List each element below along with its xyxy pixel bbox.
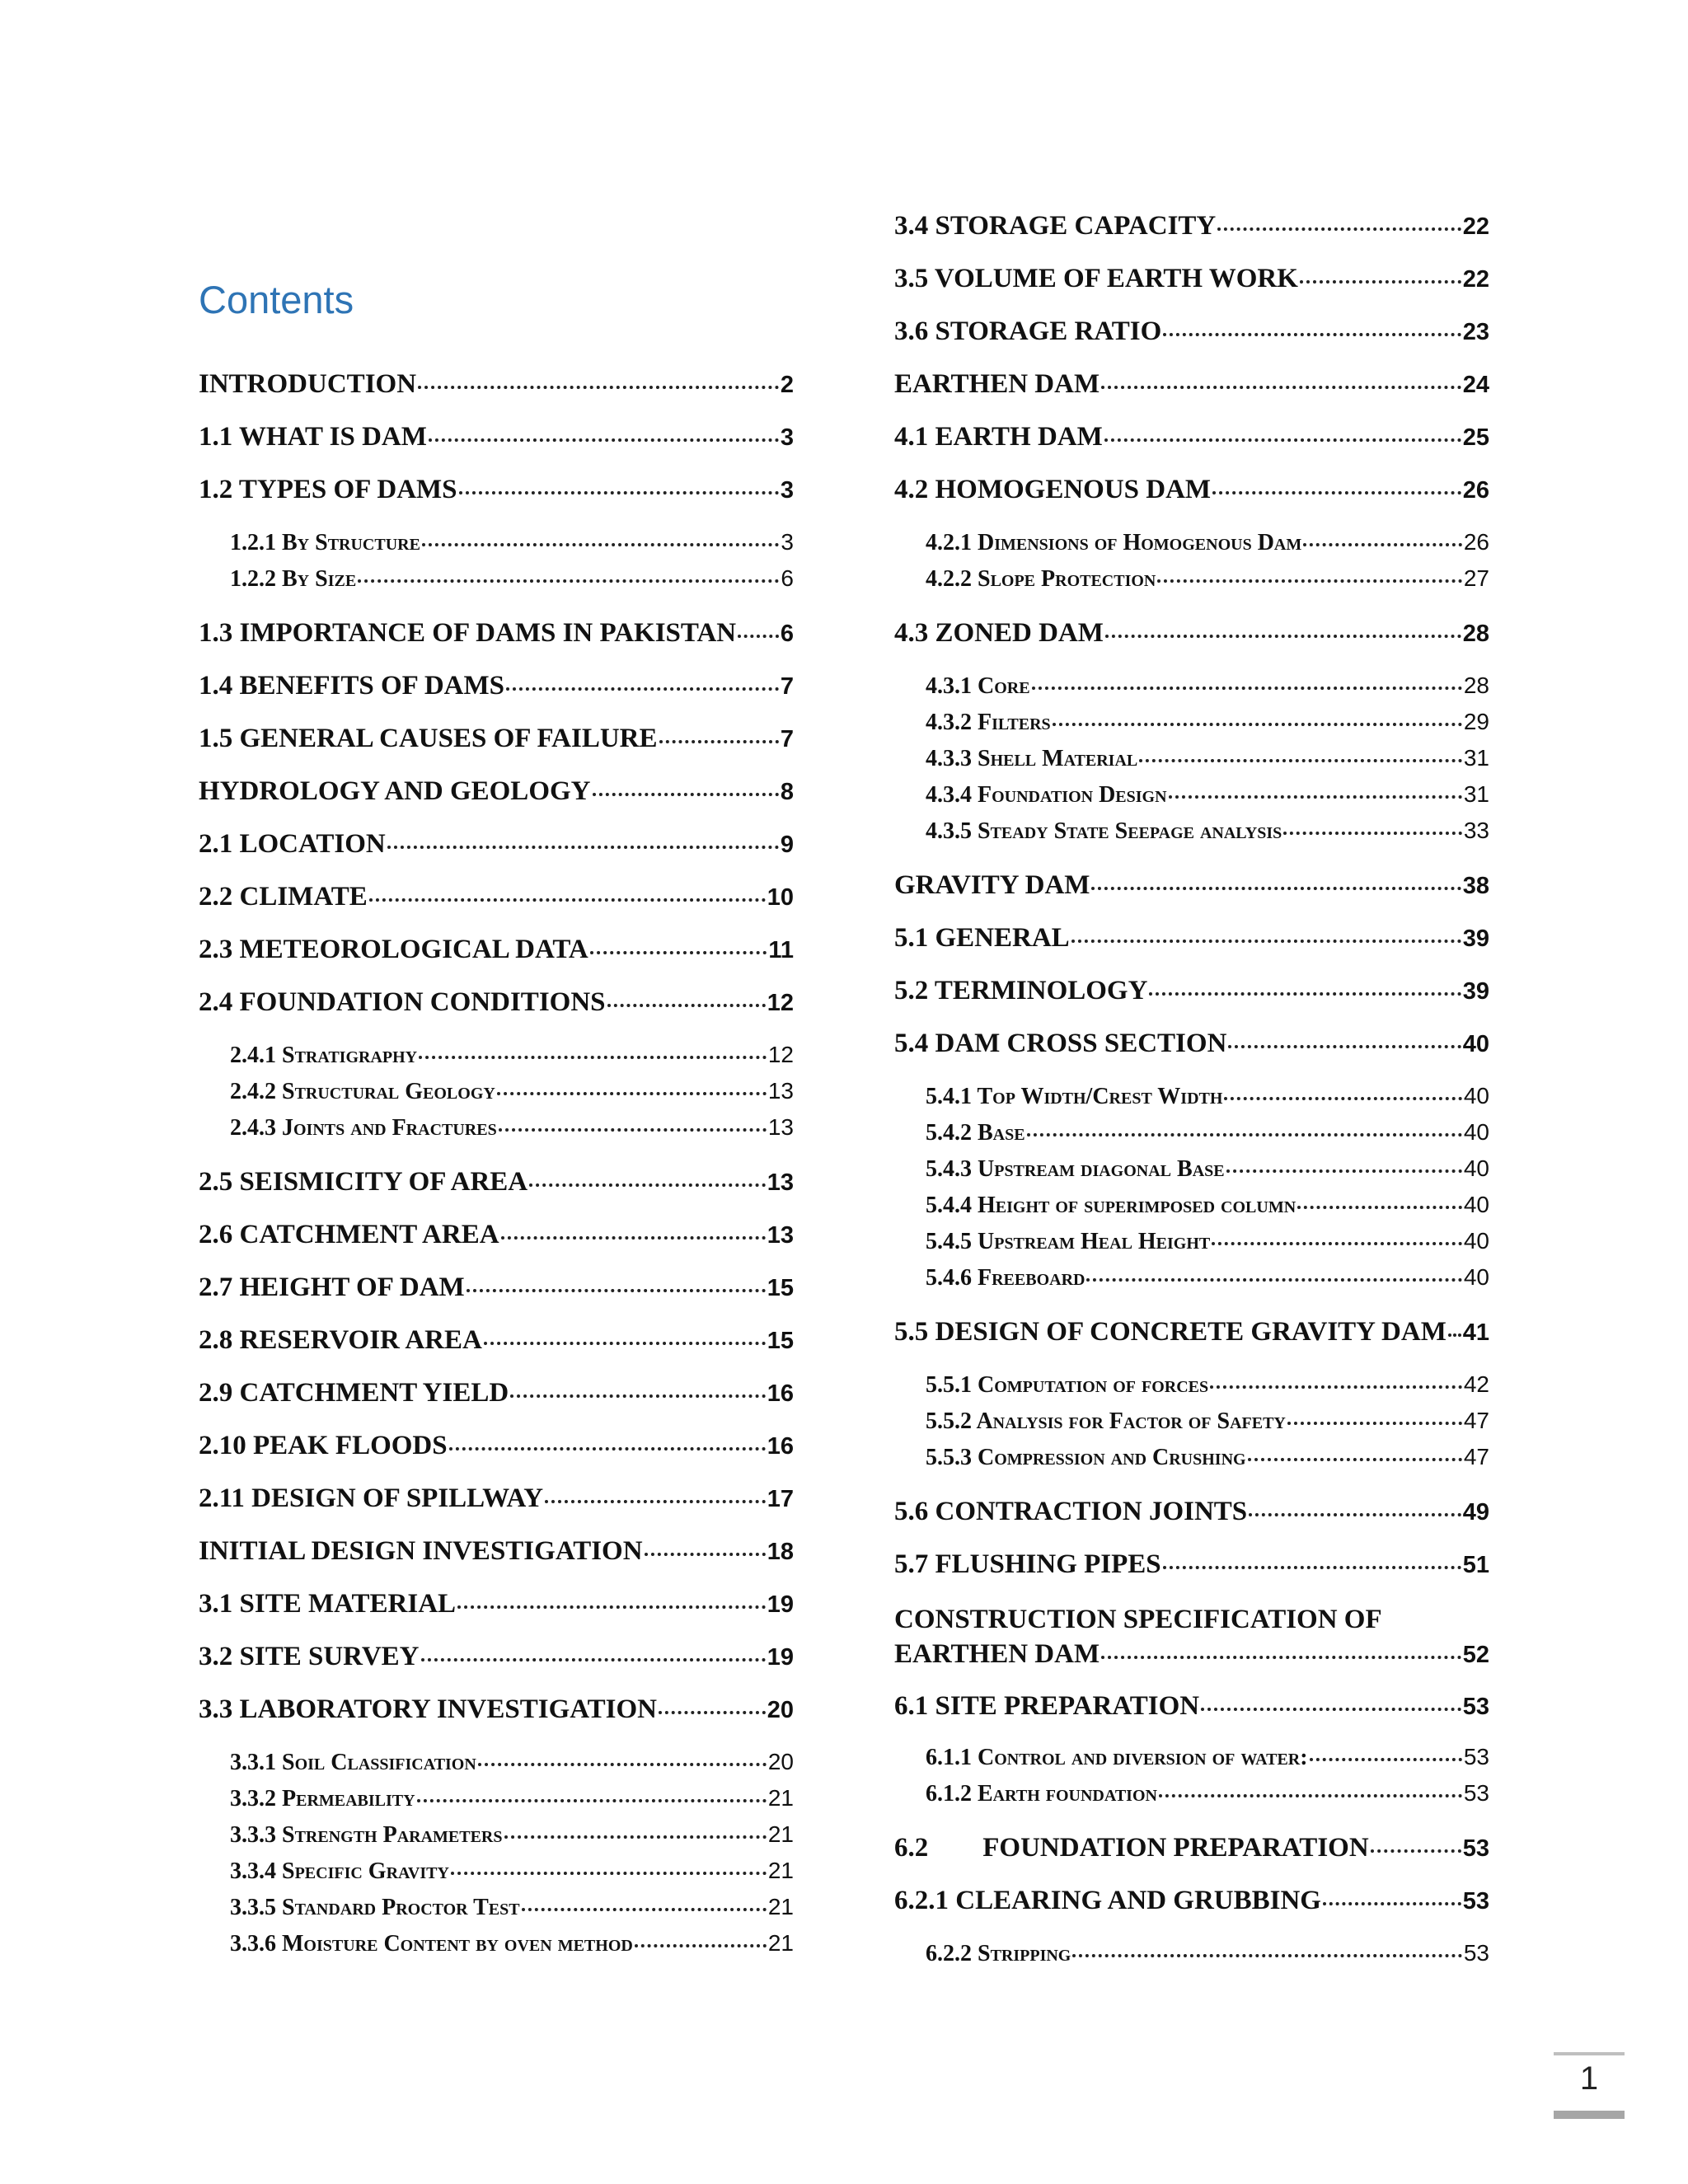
toc-page-number: 40 <box>1463 1192 1489 1217</box>
toc-page-number: 53 <box>1463 1780 1489 1806</box>
toc-entry-title: 6.2.2 Stripping <box>926 1941 1071 1966</box>
dot-leader <box>1105 635 1461 638</box>
toc-subentry[interactable] <box>230 1749 794 1776</box>
toc-entry-title: 5.7 FLUSHING PIPES <box>894 1549 1161 1579</box>
dot-leader <box>545 1500 766 1503</box>
toc-entry-title: 3.2 SITE SURVEY <box>199 1642 420 1671</box>
toc-subentry[interactable] <box>926 529 1489 556</box>
toc-entry[interactable] <box>199 1431 794 1461</box>
dot-leader <box>1226 1169 1462 1173</box>
toc-entry-title: 4.1 EARTH DAM <box>894 422 1103 452</box>
dot-leader <box>1224 1097 1461 1100</box>
dot-leader <box>1032 687 1462 690</box>
toc-entry-title: 5.4.2 Base <box>926 1120 1025 1146</box>
toc-entry-title: 5.4.6 Freeboard <box>926 1265 1085 1291</box>
dot-leader <box>1027 1133 1462 1137</box>
toc-page-number: 2 <box>780 372 794 398</box>
toc-entry-title: 4.3.1 Core <box>926 673 1030 699</box>
toc-subentry[interactable] <box>230 1042 794 1069</box>
toc-entry-title: 1.2.1 By Structure <box>230 530 420 555</box>
toc-subentry[interactable] <box>926 709 1489 736</box>
toc-page-number: 7 <box>780 673 794 700</box>
toc-subentry[interactable] <box>926 1192 1489 1219</box>
toc-entry[interactable] <box>199 1694 794 1725</box>
dot-leader <box>1072 1954 1461 1957</box>
toc-entry-title: 1.4 BENEFITS OF DAMS <box>199 671 504 701</box>
dot-leader <box>501 1236 766 1240</box>
toc-page-number: 26 <box>1462 477 1489 504</box>
dot-leader <box>417 1799 767 1802</box>
toc-page-number: 21 <box>767 1821 794 1847</box>
dot-leader <box>659 740 779 743</box>
toc-subentry[interactable] <box>926 1371 1489 1399</box>
toc-page-number: 21 <box>767 1930 794 1956</box>
toc-entry-title: 3.6 STORAGE RATIO <box>894 316 1162 346</box>
toc-subentry[interactable] <box>926 818 1489 845</box>
toc-subentry[interactable] <box>230 1114 794 1141</box>
toc-page-number: 27 <box>1463 565 1489 591</box>
toc-subentry[interactable] <box>926 565 1489 593</box>
toc-entry[interactable] <box>894 1497 1489 1527</box>
toc-entry[interactable] <box>894 422 1489 452</box>
toc-entry[interactable] <box>894 923 1489 954</box>
toc-entry-title: 2.10 PEAK FLOODS <box>199 1431 448 1460</box>
toc-page-number: 8 <box>780 779 794 805</box>
dot-leader <box>478 1763 767 1766</box>
dot-leader <box>1149 992 1461 996</box>
dot-leader <box>451 1872 767 1875</box>
dot-leader <box>590 951 767 954</box>
toc-entry[interactable] <box>199 1167 794 1197</box>
toc-page-number: 3 <box>781 529 794 555</box>
toc-page-number: 40 <box>1462 1031 1489 1057</box>
toc-subentry[interactable] <box>926 1780 1489 1807</box>
toc-entry-title: 2.5 SEISMICITY OF AREA <box>199 1167 528 1197</box>
dot-leader <box>1210 1385 1462 1389</box>
dot-leader <box>387 846 779 849</box>
toc-entry[interactable] <box>894 316 1489 347</box>
toc-entry-title: 5.5.1 Computation of forces <box>926 1372 1209 1398</box>
dot-leader <box>1159 1794 1462 1797</box>
toc-entry[interactable] <box>894 264 1489 294</box>
dot-leader <box>484 1342 766 1345</box>
toc-entry-title: 1.5 GENERAL CAUSES OF FAILURE <box>199 724 658 753</box>
toc-page-number: 19 <box>767 1591 794 1618</box>
dot-leader <box>499 1128 767 1132</box>
toc-subentry[interactable] <box>230 1894 794 1921</box>
dot-leader <box>1139 759 1462 762</box>
toc-page-number: 47 <box>1463 1444 1489 1469</box>
dot-leader <box>645 1553 766 1556</box>
dot-leader <box>1310 1758 1462 1761</box>
toc-subentry[interactable] <box>926 745 1489 772</box>
toc-page-number: 21 <box>767 1785 794 1811</box>
dot-leader <box>418 386 779 389</box>
toc-entry-title: 2.4.2 Structural Geology <box>230 1079 495 1104</box>
toc-page-number: 42 <box>1463 1371 1489 1397</box>
toc-entry-title: 6.2 FOUNDATION PREPARATION <box>894 1833 1369 1863</box>
toc-page-number: 28 <box>1462 621 1489 647</box>
dot-leader <box>1371 1849 1461 1853</box>
toc-page-number: 53 <box>1462 1694 1489 1720</box>
dot-leader <box>1169 795 1462 799</box>
toc-page-number: 23 <box>1462 319 1489 345</box>
toc-entry-title: 2.4.1 Stratigraphy <box>230 1043 418 1068</box>
dot-leader <box>457 1605 766 1609</box>
toc-entry-title: 2.7 HEIGHT OF DAM <box>199 1272 465 1302</box>
toc-entry[interactable] <box>894 618 1489 649</box>
dot-leader <box>504 1835 767 1839</box>
toc-entry-title: 5.5 DESIGN OF CONCRETE GRAVITY DAM <box>894 1317 1447 1347</box>
dot-leader <box>1163 333 1461 336</box>
toc-page-number: 6 <box>780 621 794 647</box>
toc-entry-title: GRAVITY DAM <box>894 870 1090 900</box>
toc-page-number: 10 <box>767 884 794 911</box>
toc-entry[interactable] <box>199 882 794 912</box>
toc-entry-title: 5.2 TERMINOLOGY <box>894 976 1148 1005</box>
toc-page-number: 6 <box>781 565 794 591</box>
dot-leader <box>522 1908 767 1911</box>
toc-entry[interactable] <box>894 870 1489 901</box>
toc-entry[interactable] <box>199 1220 794 1250</box>
toc-page-number: 9 <box>780 832 794 858</box>
toc-entry-title: 4.3.4 Foundation Design <box>926 782 1167 808</box>
toc-entry-title: 1.2.2 By Size <box>230 566 357 592</box>
toc-subentry[interactable] <box>926 1744 1489 1771</box>
toc-subentry[interactable] <box>926 1155 1489 1183</box>
dot-leader <box>506 687 779 691</box>
toc-page-number: 13 <box>767 1169 794 1196</box>
toc-page-number: 53 <box>1462 1835 1489 1862</box>
toc-entry[interactable] <box>199 935 794 965</box>
toc-entry-title-continued: EARTHEN DAM <box>894 1639 1100 1669</box>
toc-subentry[interactable] <box>230 1785 794 1812</box>
toc-entry-title: 6.2.1 CLEARING AND GRUBBING <box>894 1886 1321 1915</box>
toc-entry[interactable] <box>199 1483 794 1514</box>
toc-page-number: 31 <box>1463 781 1489 807</box>
toc-page-number: 39 <box>1462 978 1489 1005</box>
toc-entry[interactable] <box>894 1833 1489 1863</box>
toc-entry-title: 4.2.2 Slope Protection <box>926 566 1156 592</box>
toc-subentry[interactable] <box>230 1930 794 1957</box>
toc-entry[interactable] <box>199 1589 794 1619</box>
toc-entry-title: 5.4.3 Upstream diagonal Base <box>926 1156 1225 1182</box>
toc-page-number: 25 <box>1462 424 1489 451</box>
dot-leader <box>429 438 779 442</box>
toc-entry-title: 3.3.1 Soil Classification <box>230 1750 476 1775</box>
toc-page-number: 7 <box>780 726 794 752</box>
toc-entry[interactable] <box>199 618 794 649</box>
dot-leader <box>1157 579 1461 583</box>
toc-page-number: 3 <box>780 477 794 504</box>
dot-leader <box>1101 1656 1461 1659</box>
toc-page-number: 41 <box>1462 1319 1489 1346</box>
toc-entry-title: 2.4.3 Joints and Fractures <box>230 1115 497 1141</box>
dot-leader <box>1297 1206 1462 1209</box>
toc-entry[interactable] <box>199 671 794 701</box>
dot-leader <box>369 898 766 902</box>
dot-leader <box>1248 1458 1462 1461</box>
toc-entry-title: 3.3 LABORATORY INVESTIGATION <box>199 1694 657 1724</box>
toc-entry-title: 3.4 STORAGE CAPACITY <box>894 211 1217 241</box>
toc-entry-title: 4.2 HOMOGENOUS DAM <box>894 475 1212 504</box>
dot-leader <box>1283 832 1462 835</box>
contents-heading: Contents <box>199 278 354 321</box>
dot-leader <box>1212 491 1461 494</box>
toc-entry-title: 6.1.2 Earth foundation <box>926 1781 1157 1807</box>
toc-entry[interactable] <box>199 1325 794 1356</box>
toc-entry[interactable] <box>894 1886 1489 1916</box>
toc-entry-title: 5.4.5 Upstream Heal Height <box>926 1229 1211 1254</box>
toc-subentry[interactable] <box>230 1858 794 1885</box>
toc-entry[interactable] <box>199 1272 794 1303</box>
toc-page-number: 19 <box>767 1644 794 1671</box>
toc-subentry[interactable] <box>926 1228 1489 1255</box>
toc-page-number: 11 <box>768 937 794 963</box>
toc-entry-title: 5.4.1 Top Width/Crest Width <box>926 1084 1223 1109</box>
toc-page-number: 40 <box>1463 1228 1489 1254</box>
toc-entry[interactable] <box>199 369 794 400</box>
toc-entry-title: 2.3 METEOROLOGICAL DATA <box>199 935 588 964</box>
toc-subentry[interactable] <box>926 1940 1489 1967</box>
toc-entry-title: 4.3 ZONED DAM <box>894 618 1104 648</box>
toc-page-number: 26 <box>1463 529 1489 555</box>
dot-leader <box>1201 1708 1461 1711</box>
dot-leader <box>1101 386 1461 389</box>
toc-entry-title: 4.3.3 Shell Material <box>926 746 1138 771</box>
toc-entry[interactable] <box>894 976 1489 1006</box>
toc-entry[interactable] <box>199 1642 794 1672</box>
toc-subentry[interactable] <box>926 1408 1489 1435</box>
toc-entry[interactable] <box>199 776 794 807</box>
dot-leader <box>497 1092 767 1095</box>
toc-entry-title: EARTHEN DAM <box>894 369 1100 399</box>
page-number: 1 <box>1579 2060 1599 2097</box>
toc-entry[interactable] <box>199 422 794 452</box>
toc-page-number: 53 <box>1463 1940 1489 1966</box>
toc-page-number: 21 <box>767 1894 794 1919</box>
toc-entry-title: 4.3.5 Steady State Seepage analysis <box>926 818 1282 844</box>
toc-page-number: 52 <box>1462 1642 1489 1668</box>
toc-entry-title: INITIAL DESIGN INVESTIGATION <box>199 1536 643 1566</box>
toc-page-number: 40 <box>1463 1155 1489 1181</box>
dot-leader <box>1104 438 1461 442</box>
toc-entry-title: 3.3.2 Permeability <box>230 1786 415 1811</box>
toc-entry[interactable] <box>199 724 794 754</box>
toc-page-number: 29 <box>1463 709 1489 734</box>
dot-leader <box>358 579 779 583</box>
toc-page-number: 17 <box>767 1486 794 1512</box>
toc-entry-title: 5.4 DAM CROSS SECTION <box>894 1029 1227 1058</box>
toc-entry-title: 3.3.6 Moisture Content by oven method <box>230 1931 633 1957</box>
toc-entry-title: CONSTRUCTION SPECIFICATION OF <box>894 1605 1382 1634</box>
toc-entry[interactable] <box>894 211 1489 241</box>
dot-leader <box>1323 1902 1461 1905</box>
toc-entry-title: 2.1 LOCATION <box>199 829 386 859</box>
toc-entry-title: 2.8 RESERVOIR AREA <box>199 1325 482 1355</box>
toc-entry-title: 2.6 CATCHMENT AREA <box>199 1220 499 1249</box>
toc-entry[interactable] <box>894 1602 1489 1672</box>
toc-page-number: 53 <box>1463 1744 1489 1769</box>
toc-page-number: 33 <box>1463 818 1489 843</box>
toc-entry-title: 2.9 CATCHMENT YIELD <box>199 1378 509 1408</box>
toc-page-number: 24 <box>1462 372 1489 398</box>
toc-subentry[interactable] <box>926 1083 1489 1110</box>
toc-page-number: 16 <box>767 1433 794 1460</box>
toc-subentry[interactable] <box>230 529 794 556</box>
toc-subentry[interactable] <box>230 1821 794 1849</box>
toc-entry-title: INTRODUCTION <box>199 369 417 399</box>
dot-leader <box>529 1183 766 1187</box>
toc-entry[interactable] <box>894 1549 1489 1580</box>
dot-leader <box>422 543 779 546</box>
toc-entry[interactable] <box>199 1378 794 1408</box>
dot-leader <box>449 1447 766 1451</box>
dot-leader <box>1249 1513 1461 1516</box>
toc-entry-title: 5.1 GENERAL <box>894 923 1070 953</box>
dot-leader <box>421 1658 766 1661</box>
toc-entry[interactable] <box>199 987 794 1018</box>
footer-rule-bottom <box>1554 2111 1625 2119</box>
toc-page-number: 12 <box>767 990 794 1016</box>
toc-page-number: 3 <box>780 424 794 451</box>
dot-leader <box>1300 280 1461 284</box>
toc-entry-title: 3.3.5 Standard Proctor Test <box>230 1895 520 1920</box>
toc-subentry[interactable] <box>926 1264 1489 1291</box>
toc-page-number: 13 <box>767 1222 794 1249</box>
dot-leader <box>738 635 779 638</box>
toc-entry[interactable] <box>199 1536 794 1567</box>
dot-leader <box>510 1394 766 1398</box>
toc-subentry[interactable] <box>926 1444 1489 1471</box>
toc-entry-title: 6.1.1 Control and diversion of water: <box>926 1745 1308 1770</box>
toc-entry-line <box>894 1637 1489 1672</box>
toc-entry-title: 1.2 TYPES OF DAMS <box>199 475 457 504</box>
toc-page-number: 53 <box>1462 1888 1489 1915</box>
toc-entry-title: 2.4 FOUNDATION CONDITIONS <box>199 987 606 1017</box>
toc-page-number: 21 <box>767 1858 794 1883</box>
toc-page-number: 16 <box>767 1380 794 1407</box>
toc-entry-title: 3.3.3 Strength Parameters <box>230 1822 503 1848</box>
toc-page-number: 38 <box>1462 873 1489 899</box>
toc-entry-title: 4.3.2 Filters <box>926 710 1051 735</box>
toc-page-number: 18 <box>767 1539 794 1565</box>
dot-leader <box>607 1004 766 1007</box>
dot-leader <box>659 1711 766 1714</box>
toc-entry-title: 2.11 DESIGN OF SPILLWAY <box>199 1483 544 1513</box>
toc-entry-title: 2.2 CLIMATE <box>199 882 368 912</box>
toc-page-number: 39 <box>1462 926 1489 952</box>
toc-entry[interactable] <box>894 475 1489 505</box>
dot-leader <box>459 491 779 494</box>
toc-subentry[interactable] <box>926 781 1489 808</box>
toc-page-number: 47 <box>1463 1408 1489 1433</box>
dot-leader <box>593 793 779 796</box>
toc-entry-title: 5.5.2 Analysis for Factor of Safety <box>926 1408 1286 1434</box>
toc-entry-title: 3.5 VOLUME OF EARTH WORK <box>894 264 1298 293</box>
toc-subentry[interactable] <box>926 673 1489 700</box>
toc-entry[interactable] <box>894 1691 1489 1722</box>
toc-entry-title: 3.1 SITE MATERIAL <box>199 1589 457 1619</box>
dot-leader <box>1217 227 1461 231</box>
toc-page-number: 51 <box>1462 1552 1489 1578</box>
toc-entry-title: 3.3.4 Specific Gravity <box>230 1858 449 1884</box>
dot-leader <box>1287 1422 1462 1425</box>
toc-entry-title: 4.2.1 Dimensions of Homogenous Dam <box>926 530 1302 555</box>
toc-entry[interactable] <box>894 1029 1489 1059</box>
dot-leader <box>1053 723 1462 726</box>
toc-subentry[interactable] <box>230 565 794 593</box>
toc-entry[interactable] <box>199 475 794 505</box>
toc-subentry[interactable] <box>230 1078 794 1105</box>
dot-leader <box>1091 887 1461 890</box>
toc-page-number: 22 <box>1462 213 1489 240</box>
dot-leader <box>1071 940 1461 943</box>
dot-leader <box>635 1944 767 1947</box>
dot-leader <box>1228 1045 1461 1048</box>
toc-entry-title: 1.1 WHAT IS DAM <box>199 422 427 452</box>
toc-page-number: 13 <box>767 1078 794 1104</box>
dot-leader <box>419 1056 767 1059</box>
toc-entry[interactable] <box>894 1317 1489 1347</box>
toc-page-number: 15 <box>767 1328 794 1354</box>
toc-page-number: 15 <box>767 1275 794 1301</box>
dot-leader <box>1303 543 1462 546</box>
toc-page-number: 12 <box>767 1042 794 1067</box>
toc-page-number: 20 <box>767 1749 794 1774</box>
toc-page-number: 40 <box>1463 1083 1489 1108</box>
toc-page-number: 49 <box>1462 1499 1489 1526</box>
toc-page-number: 13 <box>767 1114 794 1140</box>
dot-leader <box>1086 1278 1461 1282</box>
footer-rule-top <box>1554 2052 1625 2055</box>
dot-leader <box>467 1289 766 1292</box>
toc-page-number: 31 <box>1463 745 1489 771</box>
toc-entry-title: 5.5.3 Compression and Crushing <box>926 1445 1246 1470</box>
toc-entry-title: HYDROLOGY AND GEOLOGY <box>199 776 591 806</box>
toc-subentry[interactable] <box>926 1119 1489 1146</box>
toc-entry-title: 6.1 SITE PREPARATION <box>894 1691 1200 1721</box>
toc-entry[interactable] <box>894 369 1489 400</box>
toc-entry-title: 1.3 IMPORTANCE OF DAMS IN PAKISTAN <box>199 618 737 648</box>
toc-entry[interactable] <box>199 829 794 860</box>
toc-page-number: 20 <box>767 1697 794 1723</box>
toc-page-number: 22 <box>1462 266 1489 293</box>
dot-leader <box>1212 1242 1462 1245</box>
toc-page-number: 28 <box>1463 673 1489 698</box>
toc-entry-title: 5.6 CONTRACTION JOINTS <box>894 1497 1248 1526</box>
toc-entry-title: 5.4.4 Height of superimposed column <box>926 1193 1296 1218</box>
toc-page-number: 40 <box>1463 1264 1489 1290</box>
toc-page-number: 40 <box>1463 1119 1489 1145</box>
dot-leader <box>1448 1333 1461 1337</box>
dot-leader <box>1163 1566 1461 1569</box>
